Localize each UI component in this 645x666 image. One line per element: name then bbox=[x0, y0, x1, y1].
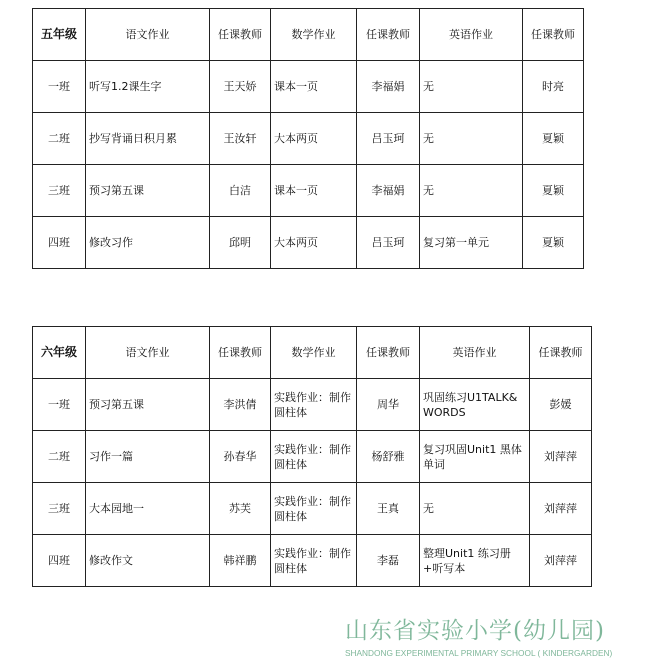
math-homework-cell: 大本两页 bbox=[271, 113, 357, 165]
column-header: 英语作业 bbox=[420, 327, 530, 379]
chinese-homework-cell: 听写1.2课生字 bbox=[86, 61, 210, 113]
school-watermark bbox=[345, 612, 635, 658]
watermark-chinese-name: 山东省实验小学(幼儿园) bbox=[345, 618, 605, 644]
chinese-homework-cell: 习作一篇 bbox=[86, 431, 210, 483]
teacher-cell: 时亮 bbox=[523, 61, 584, 113]
class-cell: 一班 bbox=[33, 379, 86, 431]
table-row bbox=[33, 535, 592, 587]
table-row bbox=[33, 217, 584, 269]
english-homework-cell: 无 bbox=[420, 113, 523, 165]
grade6-homework-table bbox=[32, 326, 592, 587]
math-homework-cell: 大本两页 bbox=[271, 217, 357, 269]
math-homework-cell: 实践作业：制作圆柱体 bbox=[271, 535, 357, 587]
class-cell: 二班 bbox=[33, 431, 86, 483]
table-row bbox=[33, 61, 584, 113]
column-header: 数学作业 bbox=[271, 9, 357, 61]
chinese-homework-cell: 修改习作 bbox=[86, 217, 210, 269]
class-cell: 四班 bbox=[33, 217, 86, 269]
grade-label: 五年级 bbox=[33, 9, 86, 61]
teacher-cell: 周华 bbox=[357, 379, 420, 431]
math-homework-cell: 课本一页 bbox=[271, 61, 357, 113]
teacher-cell: 邱明 bbox=[210, 217, 271, 269]
teacher-cell: 杨舒雅 bbox=[357, 431, 420, 483]
teacher-cell: 王天娇 bbox=[210, 61, 271, 113]
table-header-row bbox=[33, 9, 584, 61]
chinese-homework-cell: 抄写背诵日积月累 bbox=[86, 113, 210, 165]
column-header: 语文作业 bbox=[86, 9, 210, 61]
teacher-cell: 吕玉珂 bbox=[357, 217, 420, 269]
teacher-cell: 王真 bbox=[357, 483, 420, 535]
chinese-homework-cell: 预习第五课 bbox=[86, 379, 210, 431]
column-header: 英语作业 bbox=[420, 9, 523, 61]
english-homework-cell: 复习巩固Unit1 黑体单词 bbox=[420, 431, 530, 483]
watermark-english-name: SHANDONG EXPERIMENTAL PRIMARY SCHOOL ( KINDERGARDEN) bbox=[345, 648, 613, 658]
chinese-homework-cell: 预习第五课 bbox=[86, 165, 210, 217]
teacher-cell: 白洁 bbox=[210, 165, 271, 217]
chinese-homework-cell: 修改作文 bbox=[86, 535, 210, 587]
english-homework-cell: 无 bbox=[420, 165, 523, 217]
table-row bbox=[33, 165, 584, 217]
column-header: 任课教师 bbox=[210, 9, 271, 61]
teacher-cell: 李福娟 bbox=[357, 165, 420, 217]
teacher-cell: 夏颖 bbox=[523, 165, 584, 217]
class-cell: 二班 bbox=[33, 113, 86, 165]
table-row bbox=[33, 431, 592, 483]
math-homework-cell: 实践作业：制作圆柱体 bbox=[271, 483, 357, 535]
teacher-cell: 李洪倩 bbox=[210, 379, 271, 431]
english-homework-cell: 无 bbox=[420, 61, 523, 113]
column-header: 任课教师 bbox=[357, 327, 420, 379]
english-homework-cell: 复习第一单元 bbox=[420, 217, 523, 269]
english-homework-cell: 无 bbox=[420, 483, 530, 535]
teacher-cell: 李磊 bbox=[357, 535, 420, 587]
english-homework-cell: 巩固练习U1TALK&WORDS bbox=[420, 379, 530, 431]
grade5-homework-table bbox=[32, 8, 584, 269]
column-header: 任课教师 bbox=[210, 327, 271, 379]
table-row bbox=[33, 483, 592, 535]
teacher-cell: 夏颖 bbox=[523, 113, 584, 165]
teacher-cell: 彭媛 bbox=[530, 379, 592, 431]
teacher-cell: 孙春华 bbox=[210, 431, 271, 483]
teacher-cell: 刘萍萍 bbox=[530, 431, 592, 483]
teacher-cell: 王汝轩 bbox=[210, 113, 271, 165]
column-header: 任课教师 bbox=[523, 9, 584, 61]
math-homework-cell: 实践作业：制作圆柱体 bbox=[271, 379, 357, 431]
teacher-cell: 苏芙 bbox=[210, 483, 271, 535]
class-cell: 一班 bbox=[33, 61, 86, 113]
teacher-cell: 刘萍萍 bbox=[530, 483, 592, 535]
column-header: 任课教师 bbox=[357, 9, 420, 61]
math-homework-cell: 实践作业：制作圆柱体 bbox=[271, 431, 357, 483]
table-row bbox=[33, 113, 584, 165]
class-cell: 四班 bbox=[33, 535, 86, 587]
grade-label: 六年级 bbox=[33, 327, 86, 379]
column-header: 任课教师 bbox=[530, 327, 592, 379]
class-cell: 三班 bbox=[33, 483, 86, 535]
chinese-homework-cell: 大本园地一 bbox=[86, 483, 210, 535]
teacher-cell: 刘萍萍 bbox=[530, 535, 592, 587]
teacher-cell: 夏颖 bbox=[523, 217, 584, 269]
teacher-cell: 吕玉珂 bbox=[357, 113, 420, 165]
column-header: 语文作业 bbox=[86, 327, 210, 379]
math-homework-cell: 课本一页 bbox=[271, 165, 357, 217]
teacher-cell: 李福娟 bbox=[357, 61, 420, 113]
table-row bbox=[33, 379, 592, 431]
table-header-row bbox=[33, 327, 592, 379]
english-homework-cell: 整理Unit1 练习册+听写本 bbox=[420, 535, 530, 587]
class-cell: 三班 bbox=[33, 165, 86, 217]
teacher-cell: 韩祥鹏 bbox=[210, 535, 271, 587]
column-header: 数学作业 bbox=[271, 327, 357, 379]
